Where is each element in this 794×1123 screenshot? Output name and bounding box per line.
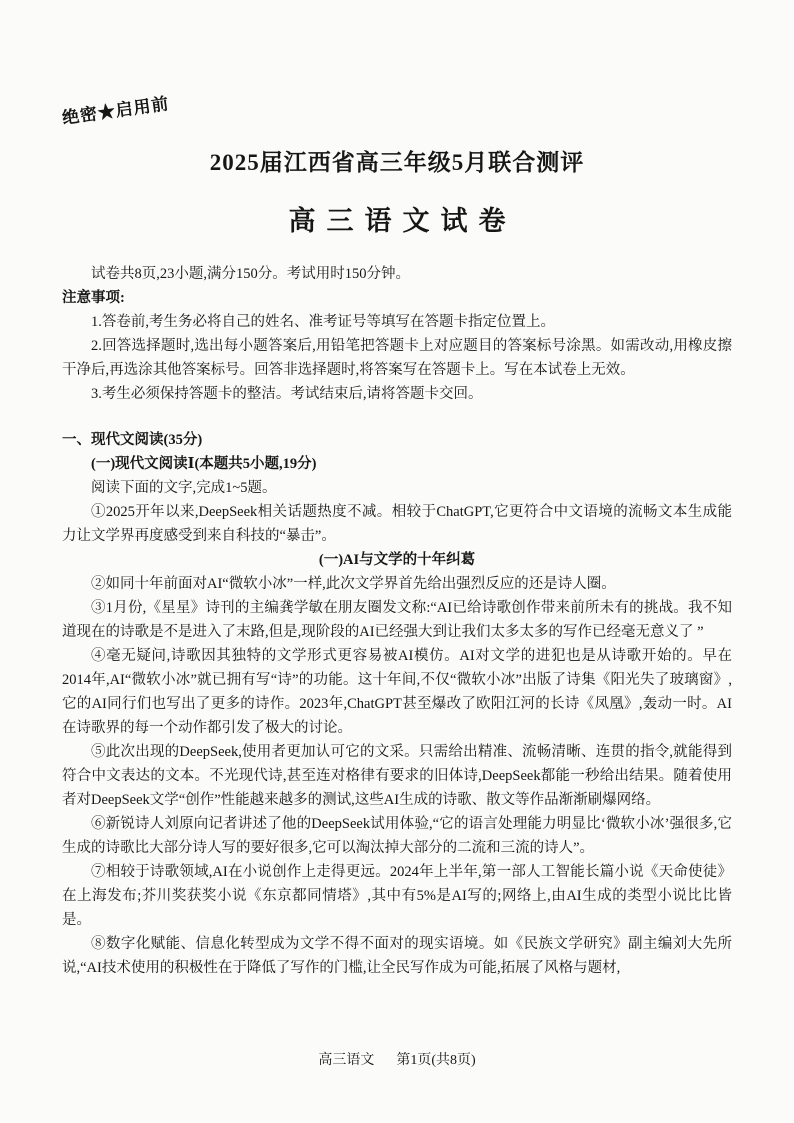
- security-stamp: 绝密★启用前: [60, 94, 171, 128]
- passage-paragraph-7: ⑦相较于诗歌领域,AI在小说创作上走得更远。2024年上半年,第一部人工智能长篇小说《天命使徒》在上海发布;芥川奖获奖小说《东京都同情塔》,其中有5%是AI写的;网络上,由AI生成的类型小说比比皆是。: [62, 864, 732, 928]
- section-title-reading: 一、现代文阅读(35分): [62, 432, 203, 448]
- notice-item-2: 2.回答选择题时,选出每小题答案后,用铅笔把答题卡上对应题目的答案标号涂黑。如需改动,用橡皮擦干净后,再选涂其他答案标号。回答非选择题时,将答案写在答题卡上。写在本试卷上无效。: [62, 338, 732, 378]
- notice-item-3: 3.考生必须保持答题卡的整洁。考试结束后,请将答题卡交回。: [91, 386, 483, 402]
- notice-header: 注意事项:: [62, 290, 125, 306]
- passage-inner-heading: (一)AI与文学的十年纠葛: [318, 552, 476, 568]
- exam-info-line: 试卷共8页,23小题,满分150分。考试用时150分钟。: [91, 266, 410, 282]
- footer-page-number: 第1页(共8页): [396, 1053, 476, 1068]
- page-footer: [0, 1049, 794, 1069]
- passage-paragraph-3: ③1月份,《星星》诗刊的主编龚学敏在朋友圈发文称:“AI已给诗歌创作带来前所未有的挑战。我不知道现在的诗歌是不是进入了末路,但是,现阶段的AI已经强大到让我们太多太多的写作已经毫无意义了 ”: [62, 600, 732, 640]
- subsection-title-modern-reading: (一)现代文阅读Ⅰ(本题共5小题,19分): [91, 456, 317, 472]
- passage-paragraph-4: ④毫无疑问,诗歌因其独特的文学形式更容易被AI模仿。AI对文学的进犯也是从诗歌开始的。早在2014年,AI“微软小冰”就已拥有写“诗”的功能。这十年间,不仅“微软小冰”出版了诗集《阳光失了玻璃窗》,它的AI同行们也写出了更多的诗作。2023年,ChatGPT甚至爆改了欧阳江河的长诗《凤凰》,轰动一时。AI在诗歌界的每一个动作都引发了极大的讨论。: [62, 648, 732, 736]
- passage-instruction: 阅读下面的文字,完成1~5题。: [91, 480, 277, 496]
- paper-body: [0, 262, 794, 980]
- passage-paragraph-6: ⑥新锐诗人刘原向记者讲述了他的DeepSeek试用体验,“它的语言处理能力明显比‘微软小冰’强很多,它生成的诗歌比大部分诗人写的要好很多,它可以淘汰掉大部分的二流和三流的诗人”。: [62, 816, 732, 856]
- paper-subject-title: 高三语文试卷: [288, 206, 517, 236]
- passage-paragraph-2: ②如同十年前面对AI“微软小冰”一样,此次文学界首先给出强烈反应的还是诗人圈。: [91, 576, 616, 592]
- exam-title: 2025届江西省高三年级5月联合测评: [209, 150, 585, 175]
- passage-paragraph-8: ⑧数字化赋能、信息化转型成为文学不得不面对的现实语境。如《民族文学研究》副主编刘大先所说,“AI技术使用的积极性在于降低了写作的门槛,让全民写作成为可能,拓展了风格与题材,: [62, 936, 732, 976]
- notice-item-1: 1.答卷前,考生务必将自己的姓名、准考证号等填写在答题卡指定位置上。: [91, 314, 555, 330]
- passage-paragraph-5: ⑤此次出现的DeepSeek,使用者更加认可它的文采。只需给出精准、流畅清晰、连贯的指令,就能得到符合中文表达的文本。不光现代诗,甚至连对格律有要求的旧体诗,DeepSeek都能一秒给出结果。随着使用者对DeepSeek文学“创作”性能越来越多的测试,这些AI生成的诗歌、散文等作品渐渐刷爆网络。: [62, 744, 732, 808]
- passage-paragraph-1: ①2025开年以来,DeepSeek相关话题热度不减。相较于ChatGPT,它更符合中文语境的流畅文本生成能力让文学界再度感受到来自科技的“暴击”。: [62, 504, 732, 544]
- footer-course-label: 高三语文: [318, 1053, 375, 1068]
